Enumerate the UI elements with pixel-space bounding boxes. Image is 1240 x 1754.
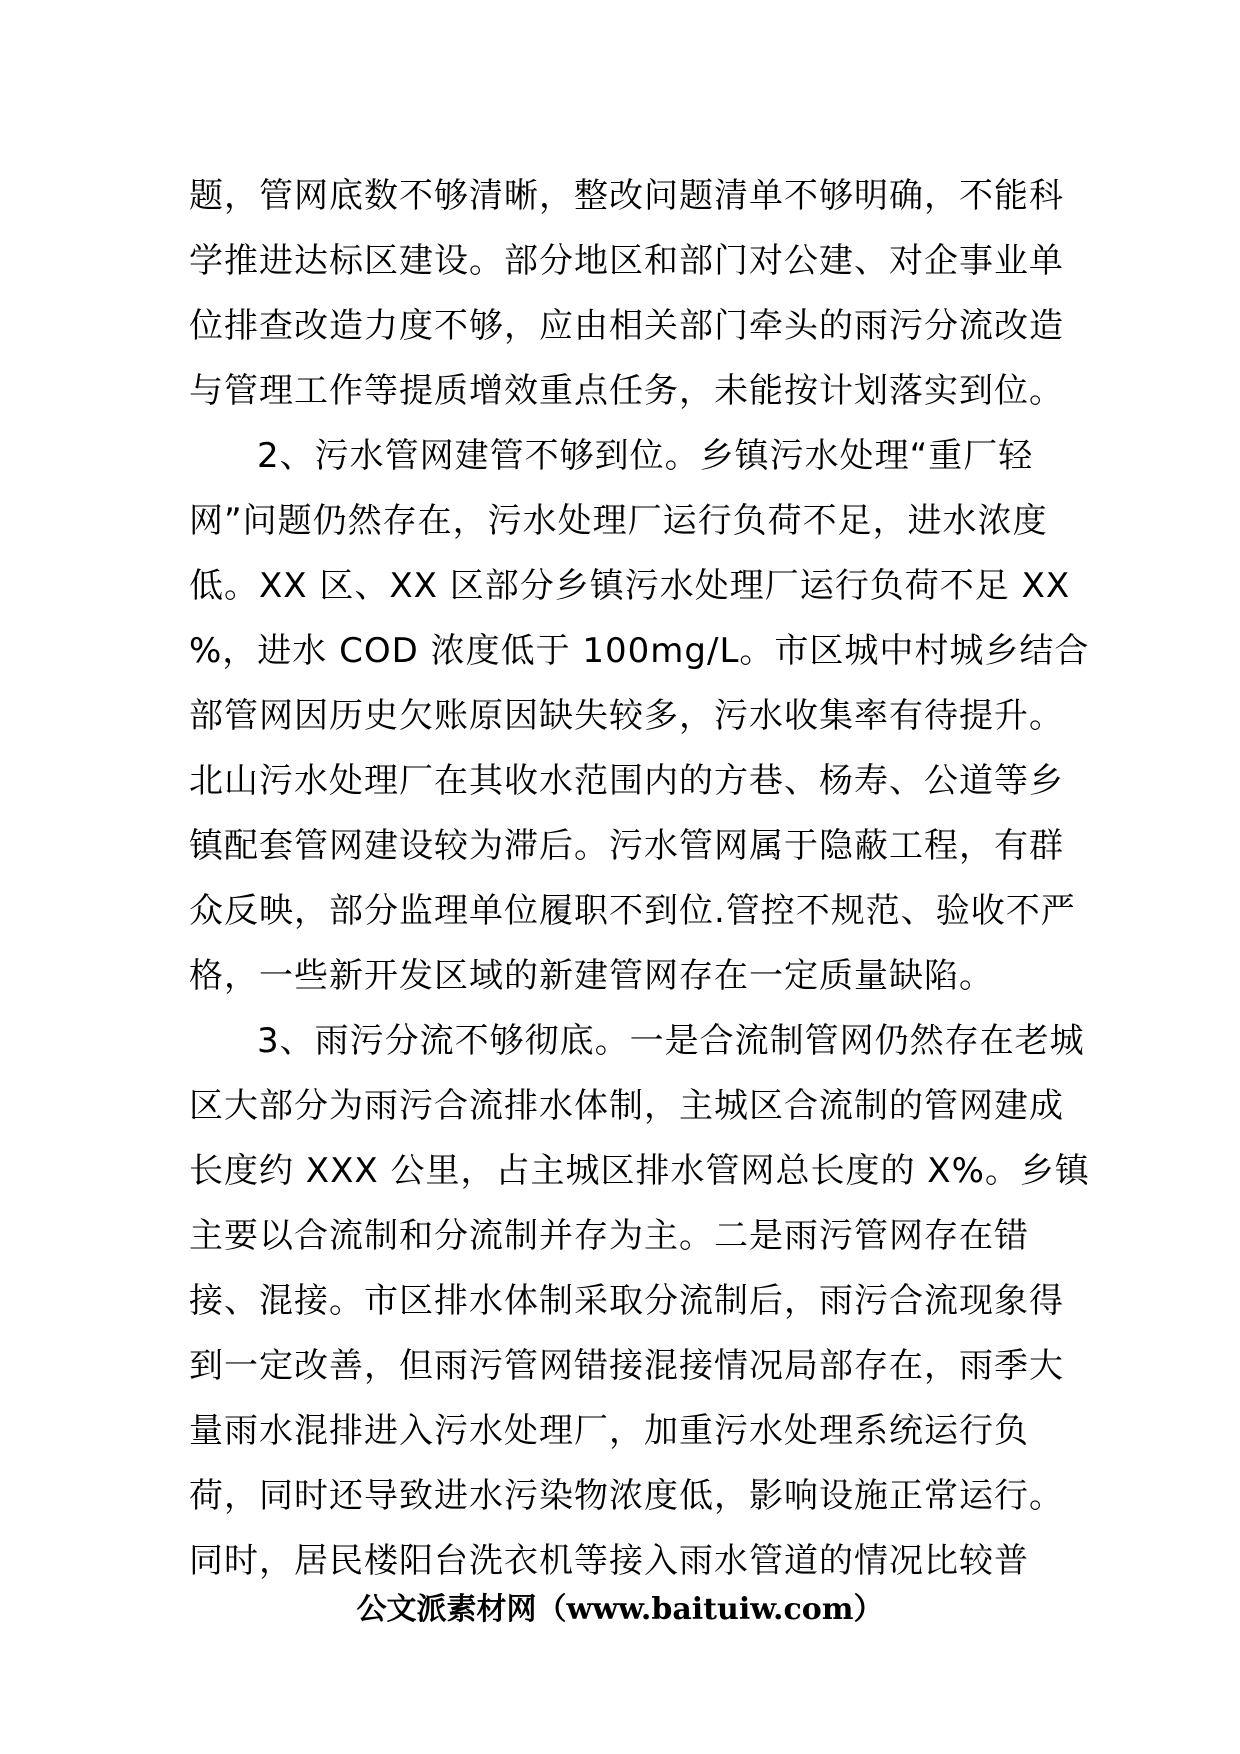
text-line: 学推进达标区建设。部分地区和部门对公建、对企事业单: [189, 241, 1064, 281]
text-line: 低。XX 区、XX 区部分乡镇污水处理厂运行负荷不足 XX: [189, 566, 1071, 606]
text-line: %，进水 COD 浓度低于 100mg/L。市区城中村城乡结合: [189, 631, 1090, 671]
paragraph-start-line: 3、雨污分流不够彻底。一是合流制管网仍然存在老城: [257, 1021, 1085, 1061]
text-line: 与管理工作等提质增效重点任务，未能按计划落实到位。: [189, 371, 1064, 411]
text-line: 镇配套管网建设较为滞后。污水管网属于隐蔽工程，有群: [189, 826, 1064, 866]
text-line: 格，一些新开发区域的新建管网存在一定质量缺陷。: [189, 956, 994, 996]
text-line: 同时，居民楼阳台洗衣机等接入雨水管道的情况比较普: [189, 1541, 1029, 1581]
text-line: 位排查改造力度不够，应由相关部门牵头的雨污分流改造: [189, 306, 1064, 346]
text-line: 到一定改善，但雨污管网错接混接情况局部存在，雨季大: [189, 1346, 1064, 1386]
text-line: 量雨水混排进入污水处理厂，加重污水处理系统运行负: [189, 1411, 1029, 1451]
text-line: 长度约 XXX 公里，占主城区排水管网总长度的 X%。乡镇: [189, 1151, 1090, 1191]
text-line: 北山污水处理厂在其收水范围内的方巷、杨寿、公道等乡: [189, 761, 1064, 801]
footer-watermark: 公文派素材网（www.baituiw.com）: [356, 1592, 884, 1627]
text-line: 网”问题仍然存在，污水处理厂运行负荷不足，进水浓度: [189, 501, 1048, 541]
text-line: 部管网因历史欠账原因缺失较多，污水收集率有待提升。: [189, 696, 1064, 736]
text-line: 荷，同时还导致进水污染物浓度低，影响设施正常运行。: [189, 1476, 1064, 1516]
text-line: 接、混接。市区排水体制采取分流制后，雨污合流现象得: [189, 1281, 1064, 1321]
text-line: 主要以合流制和分流制并存为主。二是雨污管网存在错: [189, 1216, 1029, 1256]
document-body: [189, 164, 1090, 1594]
paragraph-start-line: 2、污水管网建管不够到位。乡镇污水处理“重厂轻: [257, 436, 1034, 476]
text-line: 题，管网底数不够清晰，整改问题清单不够明确，不能科: [189, 176, 1064, 216]
text-line: 众反映，部分监理单位履职不到位.管控不规范、验收不严: [189, 891, 1076, 931]
text-line: 区大部分为雨污合流排水体制，主城区合流制的管网建成: [189, 1086, 1064, 1126]
